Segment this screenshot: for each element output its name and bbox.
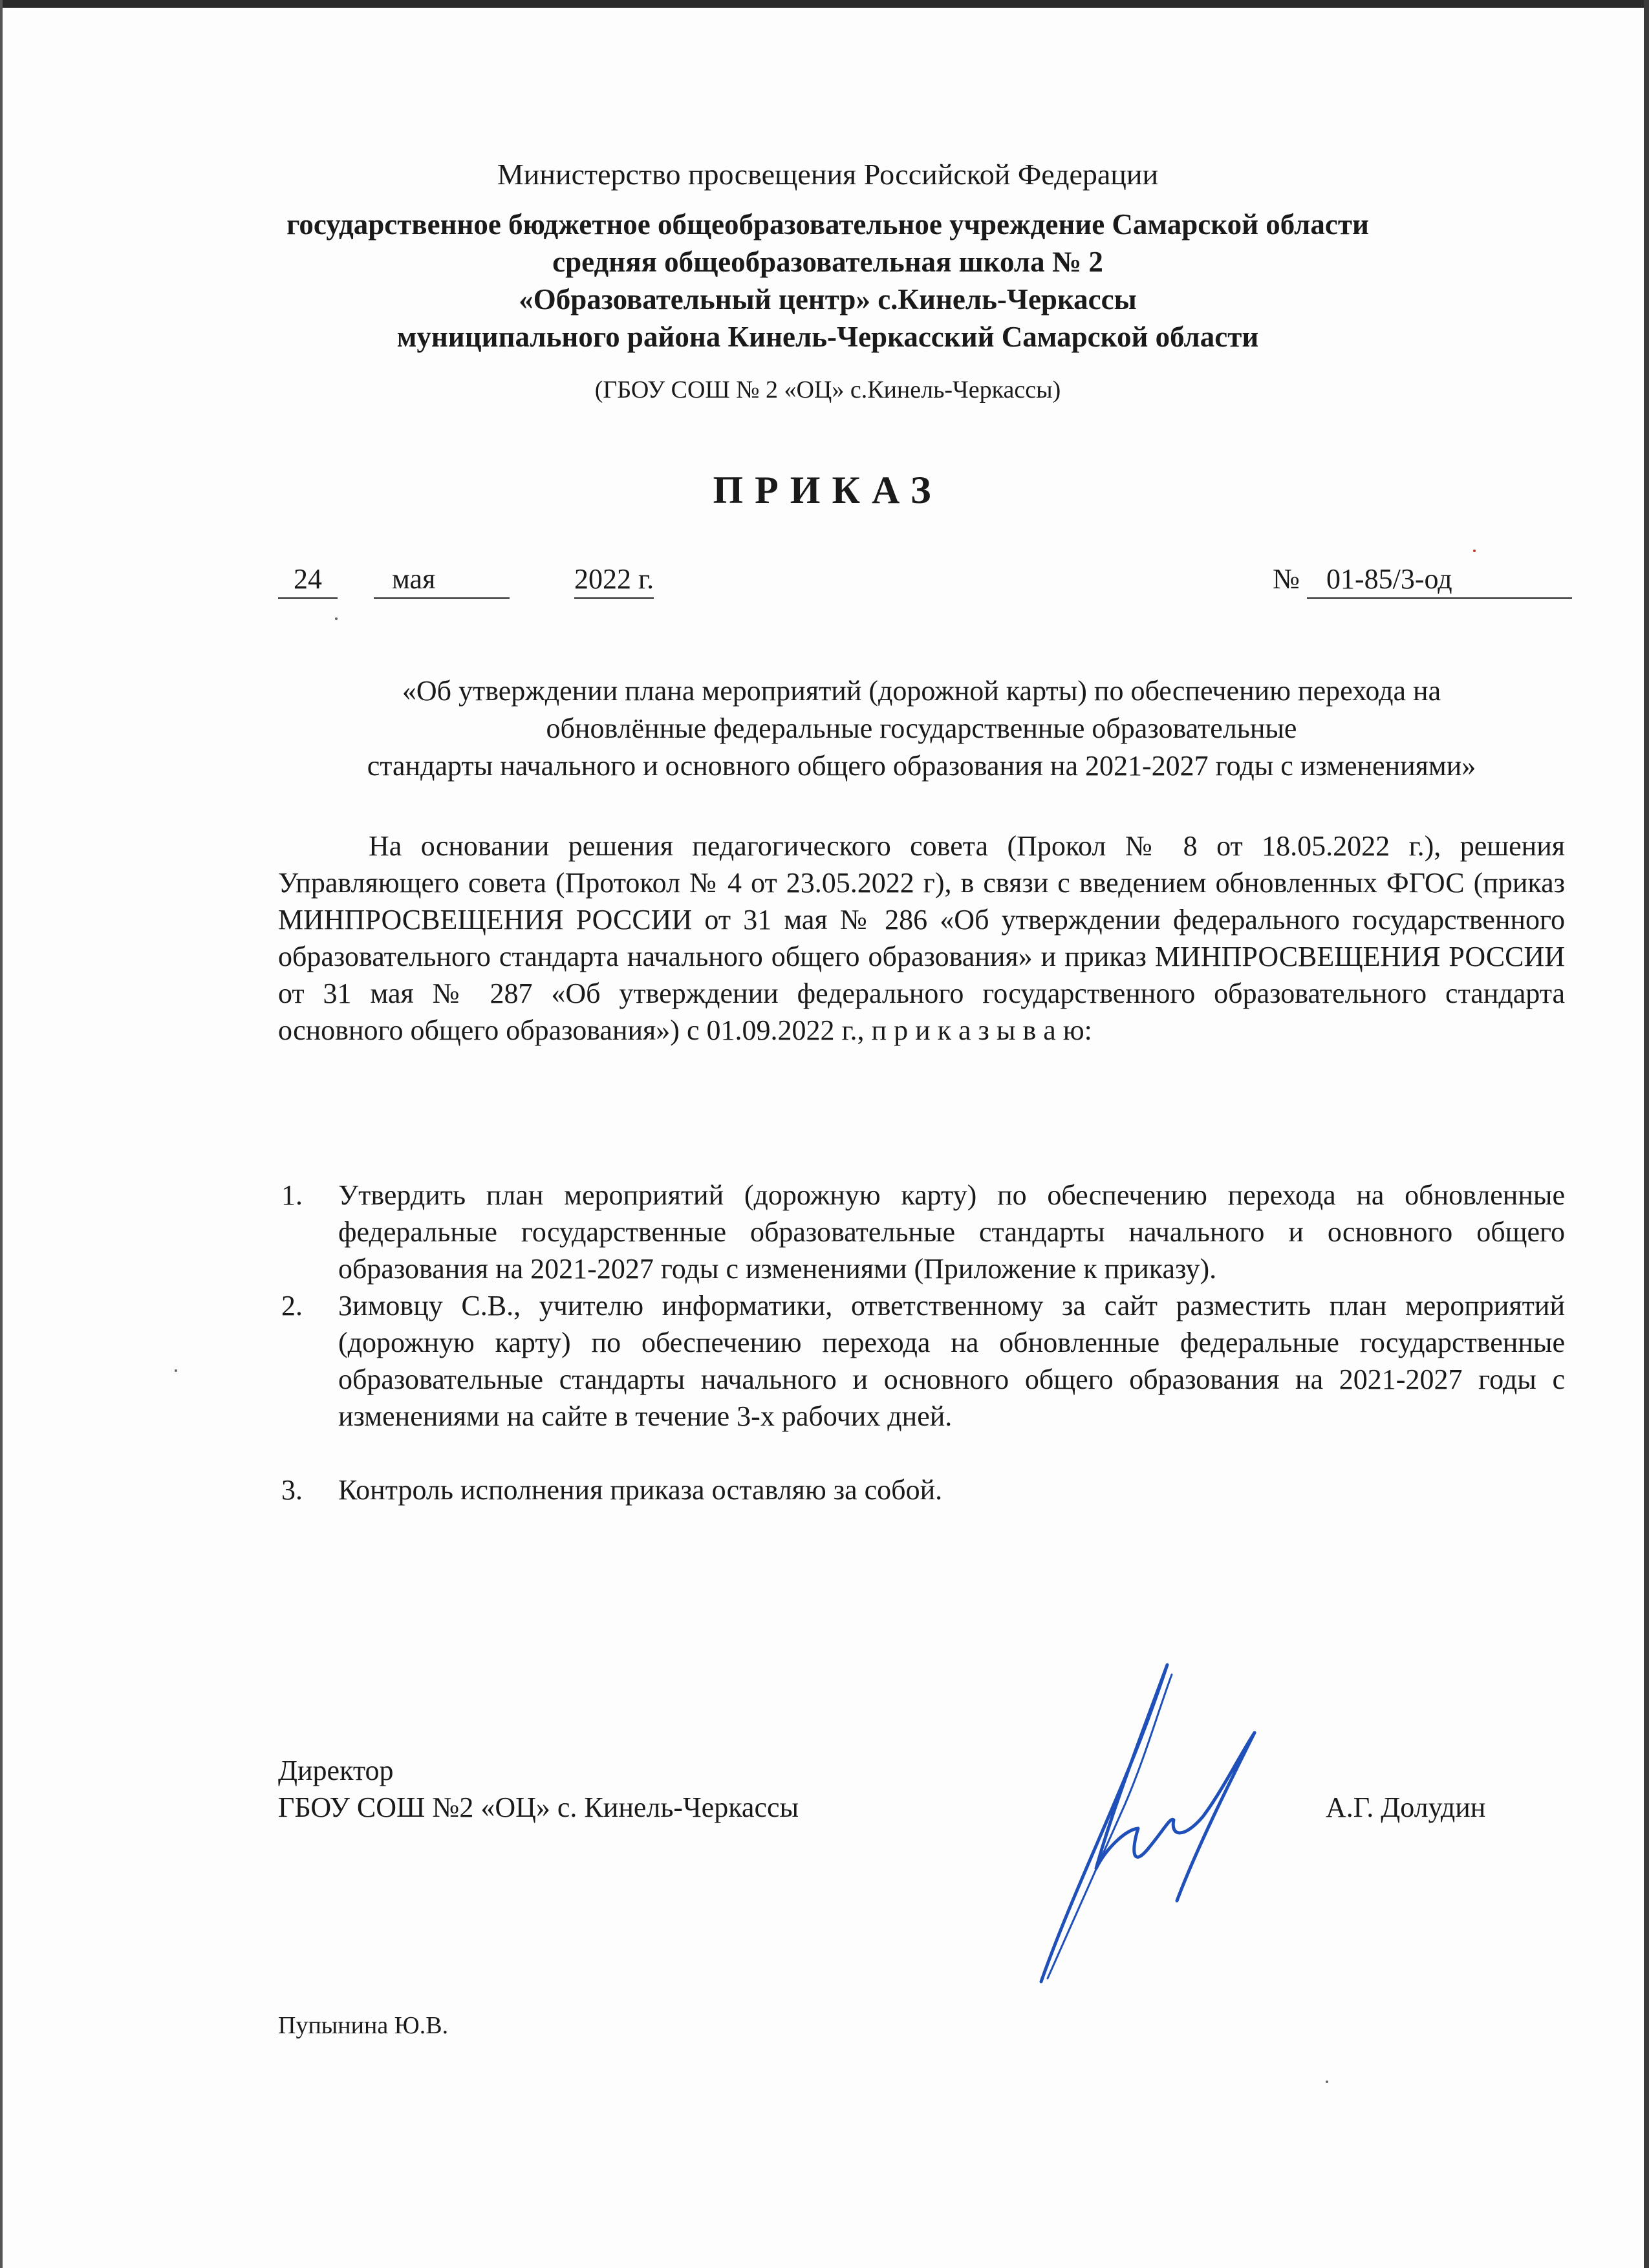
scan-speck (1326, 2081, 1328, 2083)
subject-line-1: «Об утверждении плана мероприятий (дорожной карты) по обеспечению перехода на (402, 675, 1441, 707)
subject-line-3: стандарты начального и основного общего образования на 2021-2027 годы с изменениями» (367, 750, 1476, 782)
list-item (278, 1177, 1565, 1287)
order-number (1273, 561, 1572, 599)
org-line-4: муниципального района Кинель-Черкасский Самарской области (396, 321, 1259, 353)
order-preamble: На основании решения педагогического совета (Прокол № 8 от 18.05.2022 г.), решения Управляющего совета (Протокол № 4 от 23.05.2022 г), в связи с введением обновленных ФГОС (приказ МИНПРОСВЕЩЕНИЯ РОССИИ от 31 мая № 286 «Об утверждении федерального государственного образовательного стандарта начального общего образования» и приказ МИНПРОСВЕЩЕНИЯ РОССИИ от 31 мая № 287 «Об утверждении федерального государственного образовательного стандарта основного общего образования») с 01.09.2022 г., п р и к а з ы в а ю: (278, 830, 1565, 1046)
scan-speck (335, 617, 338, 620)
handwritten-signature (1035, 1655, 1306, 1991)
signatory-name: А.Г. Долудин (1326, 1792, 1486, 1823)
scan-border-right (1644, 0, 1649, 2268)
item-number: 1. (281, 1179, 303, 1211)
organization-abbreviation: (ГБОУ СОШ № 2 «ОЦ» с.Кинель-Черкассы) (594, 376, 1061, 403)
subject-line-2: обновлённые федеральные государственные образовательные (546, 712, 1297, 744)
ministry-heading: Министерство просвещения Российской Федерации (497, 158, 1159, 191)
org-line-3: «Образовательный центр» с.Кинель-Черкассы (519, 283, 1137, 316)
signatory-position: Директор (278, 1755, 394, 1786)
scan-speck (1473, 550, 1476, 552)
signatory-organization: ГБОУ СОШ №2 «ОЦ» с. Кинель-Черкассы (278, 1792, 799, 1823)
order-subject (278, 672, 1565, 785)
item-text: Контроль исполнения приказа оставляю за собой. (338, 1474, 943, 1506)
executor-name: Пупынина Ю.В. (278, 2012, 449, 2039)
item-text: Зимовцу С.В., учителю информатики, ответственному за сайт разместить план мероприятий (дорожную карту) по обеспечению перехода на обновленные федеральные государственные образовательные стандарты начального и основного общего образования на 2021-2027 годы с изменениями на сайте в течение 3-х рабочих дней. (338, 1290, 1565, 1432)
order-day: 24 (278, 561, 338, 599)
number-sign: № (1273, 563, 1300, 595)
list-item (278, 1287, 1565, 1435)
item-number: 2. (281, 1290, 303, 1321)
list-item (278, 1471, 1565, 1508)
scan-speck (175, 1369, 177, 1372)
organization-heading (278, 206, 1377, 356)
order-month: мая (374, 561, 510, 599)
scan-border-top (0, 0, 1649, 8)
scan-border-left (0, 0, 3, 2268)
org-line-2: средняя общеобразовательная школа № 2 (552, 246, 1103, 278)
order-items-list (278, 1177, 1565, 1508)
order-number-value: 01-85/3-од (1307, 561, 1572, 599)
order-title: ПРИКАЗ (713, 469, 943, 511)
item-number: 3. (281, 1474, 303, 1506)
org-line-1: государственное бюджетное общеобразовательное учреждение Самарской области (286, 208, 1369, 241)
order-year: 2022 г. (574, 561, 654, 599)
item-text: Утвердить план мероприятий (дорожную карту) по обеспечению перехода на обновленные федеральные государственные образовательные стандарты начального и основного общего образования на 2021-2027 годы с изменениями (Приложение к приказу). (338, 1179, 1565, 1285)
